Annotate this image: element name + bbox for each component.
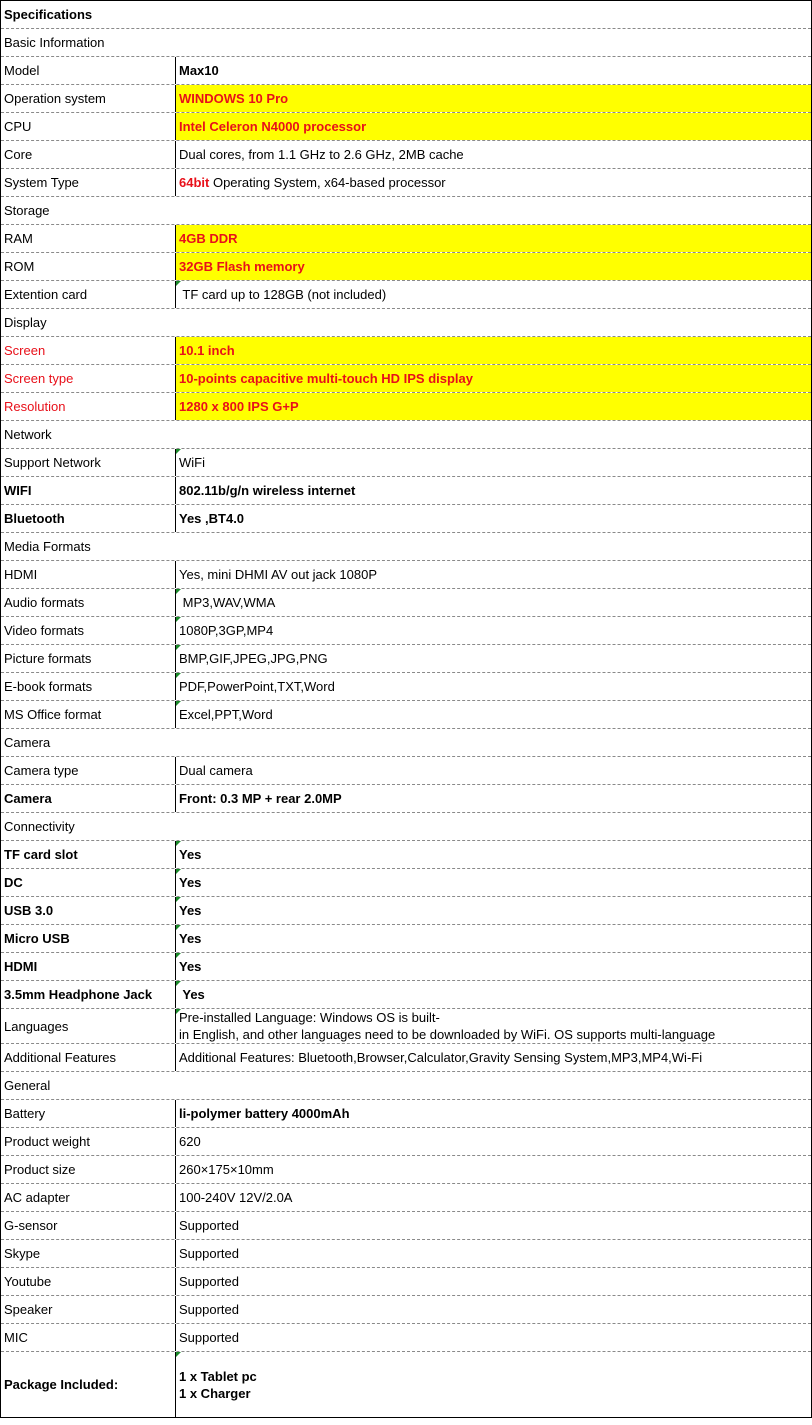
spec-label: Additional Features: [4, 1050, 117, 1065]
spec-value-text: Operating System, x64-based processor: [209, 175, 446, 190]
spec-value: [175, 701, 811, 728]
spec-row: [1, 1044, 811, 1072]
spec-value: [175, 57, 811, 84]
spec-label: Battery: [4, 1106, 46, 1121]
spec-value-text: Dual cores, from 1.1 GHz to 2.6 GHz, 2MB cache: [179, 147, 464, 162]
spec-row: [1, 645, 811, 673]
spec-row: [1, 253, 811, 281]
spec-label: Languages: [4, 1018, 69, 1034]
spec-label: USB 3.0: [4, 903, 54, 918]
spec-value: [175, 169, 811, 196]
spec-row: [1, 1128, 811, 1156]
spec-row: [1, 841, 811, 869]
spec-value-text: Yes ,BT4.0: [179, 511, 245, 526]
spec-label: Screen: [4, 343, 46, 358]
spec-row: [1, 1156, 811, 1184]
spec-value-text: Supported: [179, 1302, 239, 1317]
section-row: [1, 813, 811, 841]
spec-label: Speaker: [4, 1302, 53, 1317]
section-header: Storage: [4, 203, 50, 218]
spec-value-text: Supported: [179, 1330, 239, 1345]
spec-value-text: Excel,PPT,Word: [179, 707, 273, 722]
spec-value-text: TF card up to 128GB (not included): [179, 287, 387, 302]
spec-label: Model: [4, 63, 40, 78]
spec-row: [1, 1352, 811, 1418]
spec-value: [175, 1156, 811, 1183]
spec-value: [175, 1352, 811, 1417]
spec-value: [175, 113, 811, 140]
spec-value: [175, 477, 811, 504]
spec-label: CPU: [4, 119, 32, 134]
section-header: Display: [4, 315, 47, 330]
spec-label: G-sensor: [4, 1218, 58, 1233]
section-header: Media Formats: [4, 539, 91, 554]
spec-value-text: Front: 0.3 MP + rear 2.0MP: [179, 791, 342, 806]
spec-value: [175, 393, 811, 420]
spec-value-text: Additional Features: Bluetooth,Browser,Calculator,Gravity Sensing System,MP3,MP4,Wi-Fi: [179, 1050, 703, 1065]
spec-value: [175, 141, 811, 168]
spec-value: [175, 1044, 811, 1071]
spec-row: [1, 1324, 811, 1352]
spec-label: Camera type: [4, 763, 79, 778]
spec-value-text: Max10: [179, 63, 219, 78]
spec-label: Picture formats: [4, 651, 92, 666]
section-header: Network: [4, 427, 52, 442]
spec-value-line: 1 x Tablet pc: [179, 1368, 257, 1384]
spec-value: [175, 1324, 811, 1351]
spec-row: [1, 477, 811, 505]
spec-row: [1, 617, 811, 645]
spec-label: DC: [4, 875, 23, 890]
section-header: General: [4, 1078, 51, 1093]
section-row: [1, 309, 811, 337]
spec-value: [175, 869, 811, 896]
spec-row: [1, 1184, 811, 1212]
section-row: [1, 197, 811, 225]
spec-value-text: Yes: [179, 987, 205, 1002]
spec-value: [175, 981, 811, 1008]
spec-value: [175, 365, 811, 392]
section-header: Basic Information: [4, 35, 105, 50]
spec-row: [1, 449, 811, 477]
spec-row: [1, 925, 811, 953]
spec-row: [1, 953, 811, 981]
spec-label: HDMI: [4, 567, 38, 582]
table-title-row: [1, 1, 811, 29]
spec-label: ROM: [4, 259, 35, 274]
spec-label: Youtube: [4, 1274, 52, 1289]
spec-value: [175, 1212, 811, 1239]
spec-label: Screen type: [4, 371, 74, 386]
spec-value: [175, 785, 811, 812]
spec-label: System Type: [4, 175, 79, 190]
section-row: [1, 29, 811, 57]
spec-row: [1, 141, 811, 169]
spec-value: [175, 281, 811, 308]
spec-row: [1, 393, 811, 421]
spec-value-text: Dual camera: [179, 763, 253, 778]
spec-row: [1, 1009, 811, 1044]
spec-value-text: 10.1 inch: [179, 343, 235, 358]
spec-value: [175, 561, 811, 588]
spec-value-highlight: 64bit: [179, 175, 210, 190]
spec-value: [175, 337, 811, 364]
spec-label: Core: [4, 147, 33, 162]
spec-value-text: Supported: [179, 1274, 239, 1289]
spec-row: [1, 1212, 811, 1240]
spec-row: [1, 505, 811, 533]
spec-row: [1, 897, 811, 925]
spec-value-text: Yes: [179, 903, 202, 918]
spec-label: E-book formats: [4, 679, 93, 694]
spec-rows: [1, 29, 811, 1418]
spec-value-text: li-polymer battery 4000mAh: [179, 1106, 350, 1121]
spec-row: [1, 757, 811, 785]
spec-row: [1, 281, 811, 309]
spec-label: RAM: [4, 231, 33, 246]
spec-row: [1, 785, 811, 813]
spec-row: [1, 57, 811, 85]
spec-label: Skype: [4, 1246, 41, 1261]
spec-value-text: 4GB DDR: [179, 231, 238, 246]
spec-label: Support Network: [4, 455, 101, 470]
spec-row: [1, 225, 811, 253]
spec-label: Camera: [4, 791, 52, 806]
spec-value: [175, 953, 811, 980]
spec-row: [1, 1240, 811, 1268]
spec-row: [1, 701, 811, 729]
spec-label: Bluetooth: [4, 511, 65, 526]
spec-value-text: 620: [179, 1134, 201, 1149]
spec-label: Video formats: [4, 623, 84, 638]
spec-value-text: BMP,GIF,JPEG,JPG,PNG: [179, 651, 328, 666]
spec-value-text: 32GB Flash memory: [179, 259, 305, 274]
spec-value: [175, 1184, 811, 1211]
spec-value-text: 1280 x 800 IPS G+P: [179, 399, 299, 414]
spec-label: Product weight: [4, 1134, 90, 1149]
spec-row: [1, 113, 811, 141]
spec-label: WIFI: [4, 483, 32, 498]
section-header: Connectivity: [4, 819, 75, 834]
spec-value-text: Supported: [179, 1218, 239, 1233]
spec-value: [175, 673, 811, 700]
spec-label: MS Office format: [4, 707, 102, 722]
spec-label: Resolution: [4, 399, 66, 414]
spec-label: Extention card: [4, 287, 88, 302]
spec-value: [175, 757, 811, 784]
spec-value: [175, 449, 811, 476]
spec-label: Product size: [4, 1162, 76, 1177]
spec-label: 3.5mm Headphone Jack: [4, 987, 153, 1002]
section-row: [1, 1072, 811, 1100]
spec-label: Package Included:: [4, 1377, 119, 1392]
spec-value: [175, 897, 811, 924]
spec-value-text: Yes: [179, 959, 202, 974]
spec-value: [175, 225, 811, 252]
spec-row: [1, 869, 811, 897]
spec-value: [175, 1240, 811, 1267]
spec-value-line: in English, and other languages need to be downloaded by WiFi. OS supports multi-language: [179, 1027, 716, 1042]
spec-value: [175, 1100, 811, 1127]
spec-row: [1, 1296, 811, 1324]
spec-value: [175, 505, 811, 532]
spec-value-text: Yes: [179, 931, 202, 946]
spec-row: [1, 365, 811, 393]
spec-label: Operation system: [4, 91, 106, 106]
spec-row: [1, 981, 811, 1009]
spec-row: [1, 673, 811, 701]
spec-value-text: MP3,WAV,WMA: [179, 595, 276, 610]
spec-label: HDMI: [4, 959, 38, 974]
spec-row: [1, 85, 811, 113]
spec-label: Audio formats: [4, 595, 85, 610]
spec-value-text: Yes: [179, 875, 202, 890]
spec-value: [175, 1268, 811, 1295]
spec-row: [1, 1100, 811, 1128]
spec-value-line: Pre-installed Language: Windows OS is built-: [179, 1010, 440, 1025]
spec-value: [175, 617, 811, 644]
spec-value-text: PDF,PowerPoint,TXT,Word: [179, 679, 335, 694]
spec-value: [175, 1009, 811, 1043]
spec-row: [1, 337, 811, 365]
spec-row: [1, 169, 811, 197]
spec-value: [175, 1128, 811, 1155]
spec-value-text: 10-points capacitive multi-touch HD IPS display: [179, 371, 474, 386]
spec-value-text: 260×175×10mm: [179, 1162, 274, 1177]
spec-value: [175, 85, 811, 112]
spec-value-text: Yes: [179, 847, 202, 862]
spec-value: [175, 841, 811, 868]
spec-value: [175, 925, 811, 952]
section-row: [1, 533, 811, 561]
spec-value-text: WINDOWS 10 Pro: [179, 91, 289, 106]
spec-label: TF card slot: [4, 847, 78, 862]
table-title: Specifications: [4, 7, 93, 22]
spec-value-text: 1080P,3GP,MP4: [179, 623, 274, 638]
spec-row: [1, 589, 811, 617]
section-row: [1, 421, 811, 449]
spec-label: AC adapter: [4, 1190, 70, 1205]
spec-value-text: 100-240V 12V/2.0A: [179, 1190, 293, 1205]
spec-value-text: Supported: [179, 1246, 239, 1261]
spec-value: [175, 253, 811, 280]
spec-value-text: Yes, mini DHMI AV out jack 1080P: [179, 567, 377, 582]
section-row: [1, 729, 811, 757]
spec-label: MIC: [4, 1330, 28, 1345]
spec-value: [175, 1296, 811, 1323]
spec-value-line: 1 x Charger: [179, 1385, 251, 1401]
spec-row: [1, 561, 811, 589]
spec-value: [175, 589, 811, 616]
spec-label: Micro USB: [4, 931, 70, 946]
spec-value-text: WiFi: [179, 455, 205, 470]
spec-value: [175, 645, 811, 672]
spec-value-text: Intel Celeron N4000 processor: [179, 119, 367, 134]
spec-value-text: 802.11b/g/n wireless internet: [179, 483, 356, 498]
spec-row: [1, 1268, 811, 1296]
section-header: Camera: [4, 735, 51, 750]
